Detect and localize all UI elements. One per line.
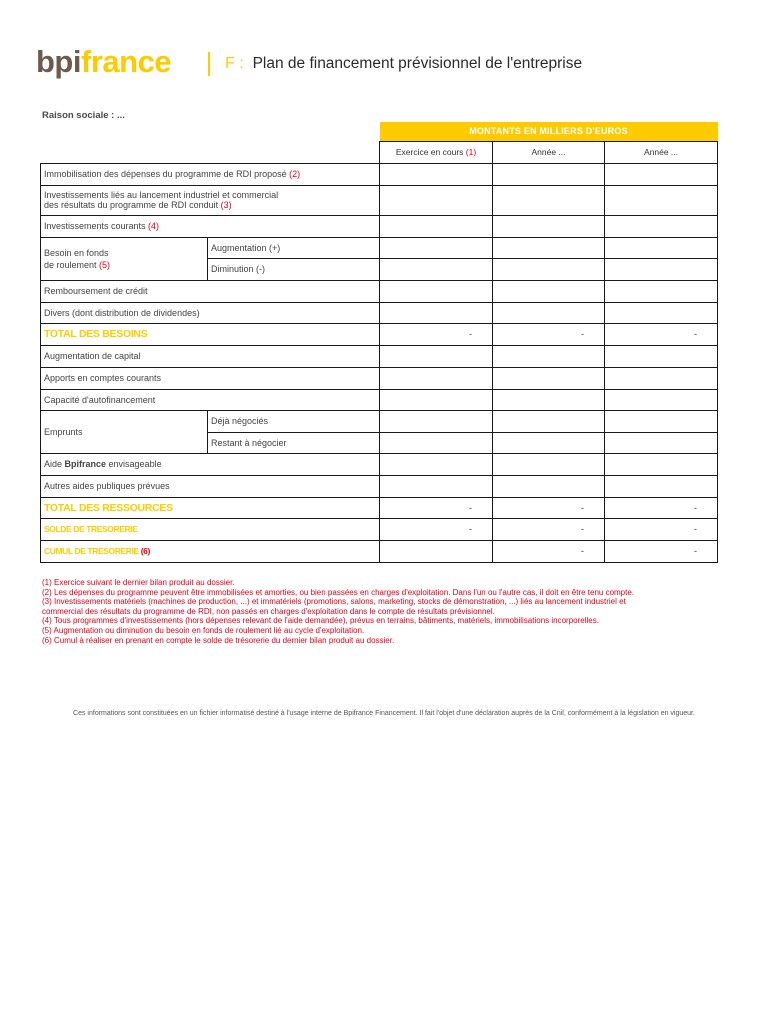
row-label: Remboursement de crédit	[41, 280, 380, 302]
footnote: (6) Cumul à réaliser en prenant en compte le solde de trésorerie du dernier bilan produit au dossier.	[42, 635, 395, 645]
input-cell[interactable]	[380, 237, 493, 258]
input-cell[interactable]	[605, 215, 718, 237]
input-cell[interactable]	[380, 185, 493, 215]
row-label: Capacité d'autofinancement	[41, 389, 380, 410]
input-cell[interactable]	[605, 163, 718, 185]
input-cell[interactable]	[605, 410, 718, 432]
input-cell[interactable]	[380, 302, 493, 323]
input-cell[interactable]	[380, 258, 493, 280]
col-annee-2: Année ...	[493, 141, 605, 163]
footnote: (3) Investissements matériels (machines de production, ...) et immatériels (promotions, salons, marketing, stocks de démonstration, ...) liés au lancement industriel et	[42, 597, 626, 607]
row-label-bfr: Besoin en fonds de roulement (5)	[41, 237, 208, 280]
input-cell[interactable]	[605, 345, 718, 367]
row-label: Immobilisation des dépenses du programme de RDI proposé (2)	[41, 163, 380, 185]
total-ressources-value: -	[605, 497, 718, 518]
sub-label-restant: Restant à négocier	[208, 432, 380, 453]
solde-value: -	[493, 518, 605, 540]
row-investissements-lies	[41, 185, 718, 215]
input-cell[interactable]	[493, 432, 605, 453]
sub-label-diminution: Diminution (-)	[208, 258, 380, 280]
row-capacite	[41, 389, 718, 410]
footnote: (2) Les dépenses du programme peuvent être immobilisées et amorties, ou bien passées en charges d'exploitation. Dans l'un ou l'autre cas, il doit en être tenu compte.	[42, 587, 635, 597]
cnil-footer: Ces informations sont constituées en un fichier informatisé destiné à l'usage interne de Bpifrance Financement. Il fait l'objet d'une déclaration auprès de la Cnil, conformément à la législation en vigueur.	[73, 710, 695, 717]
row-solde-tresorerie	[41, 518, 718, 540]
title-letter: F	[225, 55, 235, 72]
title-separator	[208, 52, 210, 76]
col-exercice-en-cours: Exercice en cours (1)	[380, 141, 493, 163]
footnote: (4) Tous programmes d'investissements (hors dépenses relevant de l'aide demandée), prévus en terrains, bâtiments, matériels, immobilisations incorporelles.	[42, 616, 599, 626]
input-cell[interactable]	[605, 185, 718, 215]
title-colon: :	[234, 55, 253, 72]
input-cell[interactable]	[605, 237, 718, 258]
input-cell[interactable]	[380, 345, 493, 367]
input-cell[interactable]	[380, 432, 493, 453]
input-cell[interactable]	[493, 302, 605, 323]
row-apports	[41, 367, 718, 389]
row-label-emprunts: Emprunts	[41, 410, 208, 453]
footnote: (1) Exercice suivant le dernier bilan produit au dossier.	[42, 578, 235, 587]
logo-part-france: france	[81, 44, 172, 79]
logo-part-bpi: bpi	[36, 44, 81, 79]
input-cell[interactable]	[493, 453, 605, 475]
raison-sociale-label: Raison sociale : ...	[42, 110, 125, 121]
col-annee-3: Année ...	[605, 141, 718, 163]
row-label: Apports en comptes courants	[41, 367, 380, 389]
title-text: Plan de financement prévisionnel de l'entreprise	[252, 55, 583, 72]
row-augmentation-capital	[41, 345, 718, 367]
input-cell[interactable]	[380, 475, 493, 497]
input-cell[interactable]	[493, 258, 605, 280]
input-cell[interactable]	[605, 302, 718, 323]
row-label: Augmentation de capital	[41, 345, 380, 367]
input-cell[interactable]	[605, 432, 718, 453]
total-ressources-value: -	[380, 497, 493, 518]
column-header-row	[41, 141, 718, 163]
total-ressources-value: -	[493, 497, 605, 518]
cumul-tresorerie-label: CUMUL DE TRESORERIE (6)	[41, 540, 380, 562]
row-label: Aide Bpifrance envisageable	[41, 453, 380, 475]
solde-value: -	[605, 518, 718, 540]
row-label: Investissements courants (4)	[41, 215, 380, 237]
input-cell[interactable]	[493, 185, 605, 215]
bpifrance-logo	[36, 46, 171, 77]
sub-label-augmentation: Augmentation (+)	[208, 237, 380, 258]
sub-label-deja-negocies: Déjà négociés	[208, 410, 380, 432]
input-cell[interactable]	[493, 237, 605, 258]
input-cell[interactable]	[493, 410, 605, 432]
cumul-value: -	[493, 540, 605, 562]
row-immobilisation	[41, 163, 718, 185]
row-label: Investissements liés au lancement industriel et commercial des résultats du programme de RDI conduit (3)	[41, 185, 380, 215]
input-cell[interactable]	[380, 215, 493, 237]
input-cell[interactable]	[493, 163, 605, 185]
input-cell[interactable]	[493, 389, 605, 410]
input-cell[interactable]	[493, 345, 605, 367]
row-emprunts-negocies	[41, 410, 718, 432]
row-autres-aides	[41, 475, 718, 497]
solde-value: -	[380, 518, 493, 540]
financing-plan-table	[40, 122, 718, 563]
input-cell[interactable]	[380, 367, 493, 389]
input-cell[interactable]	[380, 280, 493, 302]
input-cell[interactable]	[380, 453, 493, 475]
total-besoins-value: -	[380, 323, 493, 345]
input-cell[interactable]	[605, 367, 718, 389]
row-bfr-augmentation	[41, 237, 718, 258]
input-cell[interactable]	[493, 475, 605, 497]
solde-tresorerie-label: SOLDE DE TRESORERIE	[41, 518, 380, 540]
input-cell[interactable]	[380, 163, 493, 185]
total-besoins-label: TOTAL DES BESOINS	[41, 323, 380, 345]
input-cell[interactable]	[605, 389, 718, 410]
row-label: Autres aides publiques prévues	[41, 475, 380, 497]
input-cell[interactable]	[380, 389, 493, 410]
input-cell[interactable]	[605, 453, 718, 475]
cumul-value-empty	[380, 540, 493, 562]
row-label: Divers (dont distribution de dividendes)	[41, 302, 380, 323]
footnote: (5) Augmentation ou diminution du besoin en fonds de roulement lié au cycle d'exploitation.	[42, 625, 365, 635]
total-ressources-label: TOTAL DES RESSOURCES	[41, 497, 380, 518]
total-besoins-value: -	[493, 323, 605, 345]
input-cell[interactable]	[605, 280, 718, 302]
input-cell[interactable]	[605, 258, 718, 280]
footnote: commercial des résultats du programme de RDI, non passés en charges d'exploitation dans le compte de résultats prévisionnel.	[42, 606, 495, 616]
row-cumul-tresorerie	[41, 540, 718, 562]
input-cell[interactable]	[605, 475, 718, 497]
cumul-value: -	[605, 540, 718, 562]
band-header-row	[41, 122, 718, 141]
row-divers	[41, 302, 718, 323]
row-aide-bpifrance	[41, 453, 718, 475]
input-cell[interactable]	[493, 367, 605, 389]
row-investissements-courants	[41, 215, 718, 237]
page-title	[225, 55, 582, 73]
total-besoins-value: -	[605, 323, 718, 345]
input-cell[interactable]	[493, 280, 605, 302]
input-cell[interactable]	[380, 410, 493, 432]
row-remboursement	[41, 280, 718, 302]
row-total-besoins	[41, 323, 718, 345]
row-total-ressources	[41, 497, 718, 518]
input-cell[interactable]	[493, 215, 605, 237]
footnotes	[42, 578, 722, 645]
amounts-header-band: MONTANTS EN MILLIERS D'EUROS	[380, 122, 718, 141]
